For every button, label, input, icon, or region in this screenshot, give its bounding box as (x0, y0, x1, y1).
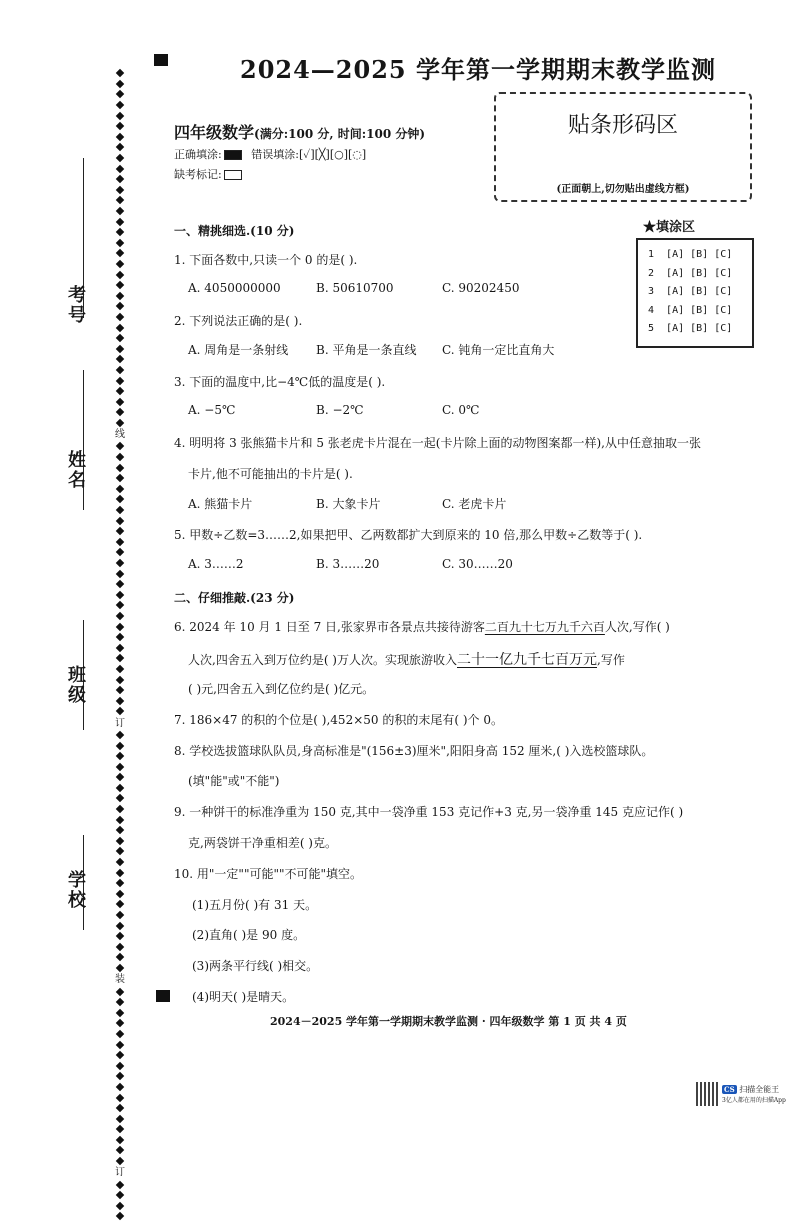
binding-diamond (116, 953, 124, 961)
binding-diamond (116, 1061, 124, 1069)
binding-diamond (116, 741, 124, 749)
qr-code-icon (696, 1082, 718, 1106)
binding-diamond (116, 752, 124, 760)
binding-diamond (116, 837, 124, 845)
binding-diamond (116, 506, 124, 514)
q4-option-b: B. 大象卡片 (316, 497, 381, 511)
question-10: 10. 用"一定""可能""不可能"填空。 (174, 867, 363, 881)
binding-diamond (116, 196, 124, 204)
binding-diamond (116, 654, 124, 662)
binding-diamond (116, 154, 124, 162)
q5-option-c: C. 30……20 (442, 557, 513, 571)
binding-diamond (116, 366, 124, 374)
q5-option-a: A. 3……2 (188, 557, 244, 571)
binding-diamond (116, 387, 124, 395)
q6-text-c: 人次,四舍五入到万位约是( )万人次。实现旅游收入 (188, 653, 457, 667)
binding-diamond (116, 731, 124, 739)
binding-diamond (116, 1104, 124, 1112)
binding-diamond (116, 815, 124, 823)
binding-diamond (116, 463, 124, 471)
binding-diamond (116, 569, 124, 577)
binding-diamond (116, 442, 124, 450)
barcode-area (494, 92, 752, 202)
question-4: 4. 明明将 3 张熊猫卡片和 5 张老虎卡片混在一起(卡片除上面的动物图案都一样),从中任意抽取一张 (174, 436, 701, 450)
page-footer: 2024－2025 学年第一学期期末教学监测 · 四年级数学 第 1 页 共 4 页 (270, 1015, 627, 1028)
q6-underlined-income: 二十一亿九千七百万元 (457, 652, 597, 668)
q6-underlined-visitors: 二百九十七万九千六百 (484, 620, 605, 634)
fill-row[interactable]: 3 [A] [B] [C] (648, 286, 733, 297)
binding-diamond (116, 516, 124, 524)
binding-tag: 线 (115, 429, 125, 441)
binding-diamond (116, 334, 124, 342)
binding-diamond (116, 408, 124, 416)
fill-area (636, 238, 754, 348)
binding-diamond (116, 122, 124, 130)
binding-diamond (116, 453, 124, 461)
scanner-watermark (722, 1084, 786, 1104)
binding-diamond (116, 90, 124, 98)
binding-diamond (116, 1019, 124, 1027)
binding-diamond (116, 260, 124, 268)
binding-diamond (116, 1146, 124, 1154)
binding-diamond (116, 890, 124, 898)
question-7: 7. 186×47 的积的个位是( ),452×50 的积的末尾有( )个 0。 (174, 713, 503, 727)
q1-option-c: C. 90202450 (442, 281, 520, 295)
q3-option-a: A. −5℃ (188, 403, 236, 417)
q6-text-d: ,写作 (597, 653, 625, 667)
question-5: 5. 甲数÷乙数=3……2,如果把甲、乙两数都扩大到原来的 10 倍,那么甲数÷乙数等于( ). (174, 528, 643, 542)
subject-title: 四年级数学 (174, 123, 255, 142)
section1-title: 一、精挑细选.(10 分) (174, 224, 295, 238)
wrong-fill-label: 错误填涂: (251, 148, 299, 161)
question-1: 1. 下面各数中,只读一个 0 的是( ). (174, 253, 358, 267)
question-6-line2 (188, 649, 625, 669)
binding-diamond (116, 847, 124, 855)
binding-diamond (116, 644, 124, 652)
registration-mark-top (154, 54, 168, 66)
binding-diamond (116, 228, 124, 236)
wrong-fill-samples: [✓][╳][○][◌] (298, 148, 367, 161)
binding-diamond (116, 133, 124, 141)
binding-diamond (116, 900, 124, 908)
binding-diamond (116, 612, 124, 620)
binding-diamond (116, 538, 124, 546)
binding-diamond (116, 419, 124, 427)
binding-diamond (116, 1114, 124, 1122)
school-label: 学校 (65, 870, 86, 910)
question-4-cont: 卡片,他不可能抽出的卡片是( ). (188, 467, 353, 481)
binding-diamond (116, 633, 124, 641)
question-10-2: (2)直角( )是 90 度。 (192, 928, 306, 942)
binding-diamond (116, 559, 124, 567)
question-10-4: (4)明天( )是晴天。 (192, 990, 295, 1004)
binding-diamond (116, 239, 124, 247)
binding-diamond (116, 1040, 124, 1048)
question-9-cont: 克,两袋饼干净重相差( )克。 (188, 836, 337, 850)
binding-diamond (116, 323, 124, 331)
scanner-name: 扫描全能王 (739, 1085, 780, 1094)
binding-diamond (116, 773, 124, 781)
exam-info: (满分:100 分, 时间:100 分钟) (254, 127, 426, 141)
binding-diamond (116, 474, 124, 482)
binding-diamond (116, 270, 124, 278)
binding-diamond (116, 707, 124, 715)
binding-diamond (116, 186, 124, 194)
class-label: 班级 (65, 665, 86, 705)
binding-diamond (116, 101, 124, 109)
absent-label: 缺考标记: (174, 168, 222, 181)
binding-diamond (116, 987, 124, 995)
question-2: 2. 下列说法正确的是( ). (174, 314, 303, 328)
binding-diamond (116, 1009, 124, 1017)
fill-row[interactable]: 5 [A] [B] [C] (648, 323, 733, 334)
question-10-3: (3)两条平行线( )相交。 (192, 959, 319, 973)
fill-row[interactable]: 4 [A] [B] [C] (648, 304, 733, 316)
binding-diamond (116, 794, 124, 802)
q6-text-b: 人次,写作( ) (604, 620, 670, 634)
correct-fill-sample (224, 150, 242, 160)
binding-diamond (116, 376, 124, 384)
binding-diamond (116, 943, 124, 951)
q2-option-b: B. 平角是一条直线 (316, 343, 417, 357)
binding-diamond (116, 858, 124, 866)
section2-title: 二、仔细推敲.(23 分) (174, 591, 295, 605)
binding-diamond (116, 80, 124, 88)
q3-option-c: C. 0℃ (442, 403, 480, 417)
binding-diamond (116, 826, 124, 834)
binding-diamond (116, 622, 124, 630)
binding-diamond (116, 249, 124, 257)
registration-mark-bottom (156, 990, 170, 1002)
binding-diamond (116, 485, 124, 493)
binding-tag: 装 (115, 974, 125, 986)
absent-mark-row (174, 166, 244, 182)
binding-diamond (116, 527, 124, 535)
question-3: 3. 下面的温度中,比−4℃低的温度是( ). (174, 375, 386, 389)
fill-row[interactable]: 1 [A] [B] [C] (648, 249, 733, 260)
binding-diamond (116, 111, 124, 119)
binding-diamond (116, 164, 124, 172)
binding-diamond (116, 1072, 124, 1080)
binding-diamond (116, 217, 124, 225)
binding-diamond (116, 302, 124, 310)
binding-diamond (116, 313, 124, 321)
binding-diamond (116, 580, 124, 588)
binding-diamond (116, 175, 124, 183)
binding-diamond (116, 601, 124, 609)
binding-diamond (116, 207, 124, 215)
binding-diamond (116, 292, 124, 300)
binding-diamond (116, 868, 124, 876)
fill-row[interactable]: 2 [A] [B] [C] (648, 267, 733, 279)
binding-diamond (116, 495, 124, 503)
binding-diamond (116, 686, 124, 694)
binding-diamond (116, 665, 124, 673)
q3-option-b: B. −2℃ (316, 403, 364, 417)
binding-diamond (116, 344, 124, 352)
binding-diamond (116, 1083, 124, 1091)
binding-diamond (116, 805, 124, 813)
binding-diamond (116, 784, 124, 792)
binding-tag: 订 (115, 1167, 125, 1179)
binding-diamond (116, 143, 124, 151)
binding-diamond (116, 1136, 124, 1144)
binding-diamond (116, 591, 124, 599)
binding-diamond (116, 998, 124, 1006)
correct-fill-label: 正确填涂: (174, 148, 222, 161)
q2-option-c: C. 钝角一定比直角大 (442, 343, 555, 357)
question-6-line3: ( )元,四舍五入到亿位约是( )亿元。 (188, 682, 375, 696)
q4-option-a: A. 熊猫卡片 (188, 497, 253, 511)
q2-option-a: A. 周角是一条射线 (188, 343, 289, 357)
binding-diamond (116, 1212, 124, 1220)
fill-instructions (174, 146, 366, 162)
binding-diamond (116, 921, 124, 929)
binding-diamond (116, 964, 124, 972)
binding-diamond (116, 1093, 124, 1101)
binding-diamond (116, 1191, 124, 1199)
binding-diamond (116, 397, 124, 405)
binding-diamond (116, 911, 124, 919)
absent-checkbox[interactable] (224, 170, 242, 180)
name-label: 姓名 (65, 450, 86, 490)
binding-diamond (116, 696, 124, 704)
scanner-badge: CS (724, 1085, 735, 1094)
question-6-line1 (174, 618, 670, 635)
q5-option-b: B. 3……20 (316, 557, 380, 571)
binding-diamond (116, 1030, 124, 1038)
binding-diamond (116, 69, 124, 77)
q6-text-a: 6. 2024 年 10 月 1 日至 7 日,张家界市各景点共接待游客 (174, 620, 485, 634)
question-8: 8. 学校选拔篮球队队员,身高标准是"(156±3)厘米",阳阳身高 152 厘米,( )入选校篮球队。 (174, 744, 654, 758)
binding-diamond (116, 548, 124, 556)
fill-area-title: ★填涂区 (643, 220, 696, 235)
page-title: 2024—2025 学年第一学期期末教学监测 (240, 55, 716, 84)
binding-diamond (116, 1125, 124, 1133)
question-9: 9. 一种饼干的标准净重为 150 克,其中一袋净重 153 克记作+3 克,另一袋净重 145 克应记作( ) (174, 805, 684, 819)
binding-diamond (116, 762, 124, 770)
binding-diamond (116, 879, 124, 887)
binding-diamond (116, 932, 124, 940)
binding-diamond (116, 1051, 124, 1059)
binding-diamond (116, 355, 124, 363)
barcode-note: (正面朝上,切勿贴出虚线方框) (556, 184, 690, 195)
binding-diamond (116, 1157, 124, 1165)
binding-diamond (116, 1202, 124, 1210)
q4-option-c: C. 老虎卡片 (442, 497, 507, 511)
binding-tag: 订 (115, 717, 125, 729)
binding-line (113, 68, 127, 1179)
binding-diamond (116, 1180, 124, 1188)
binding-diamond (116, 281, 124, 289)
question-10-1: (1)五月份( )有 31 天。 (192, 898, 318, 912)
scanner-subtitle: 3亿人都在用的扫描App (722, 1097, 786, 1104)
binding-diamond (116, 675, 124, 683)
subject-header (174, 120, 425, 143)
q1-option-a: A. 4050000000 (188, 281, 281, 295)
question-8-cont: (填"能"或"不能") (188, 774, 280, 788)
exam-no-label: 考号 (65, 285, 86, 325)
q1-option-b: B. 50610700 (316, 281, 394, 295)
barcode-label: 贴条形码区 (567, 113, 678, 138)
